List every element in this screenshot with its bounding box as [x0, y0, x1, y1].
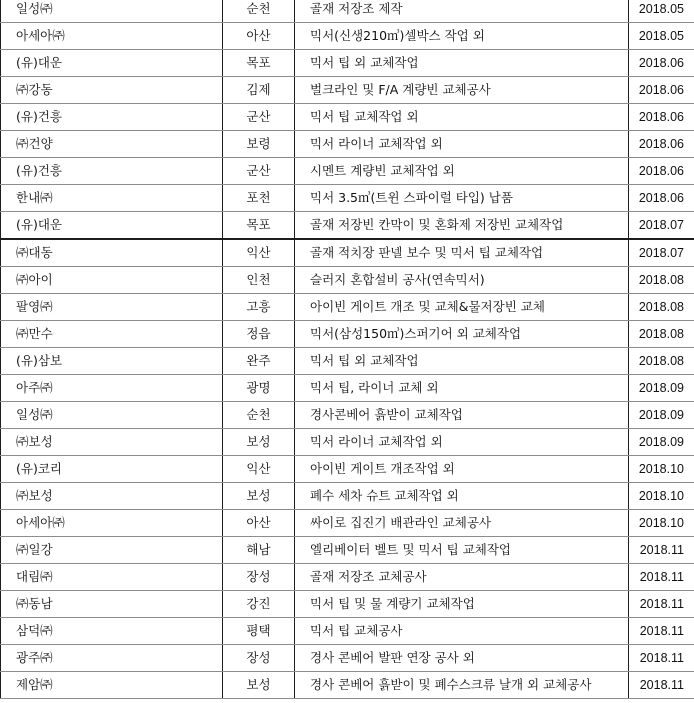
date-cell: 2018.06 [629, 77, 694, 104]
date-cell: 2018.06 [629, 104, 694, 131]
table-row [1, 50, 694, 77]
region-cell: 익산 [223, 456, 295, 483]
date-cell: 2018.07 [629, 212, 694, 240]
region-cell: 포천 [223, 185, 295, 212]
date-cell: 2018.09 [629, 429, 694, 456]
date-cell: 2018.08 [629, 294, 694, 321]
company-cell: (유)코리 [1, 456, 223, 483]
date-cell: 2018.08 [629, 348, 694, 375]
date-cell: 2018.11 [629, 645, 694, 672]
company-cell: 광주㈜ [1, 645, 223, 672]
work-cell: 믹서 팁 교체공사 [295, 618, 629, 645]
work-cell: 골재 적치장 판넬 보수 및 믹서 팁 교체작업 [295, 239, 629, 267]
company-cell: 한내㈜ [1, 185, 223, 212]
region-cell: 보성 [223, 483, 295, 510]
region-cell: 장성 [223, 645, 295, 672]
work-cell: 슬러지 혼합설비 공사(연속믹서) [295, 267, 629, 294]
work-cell: 믹서 3.5㎥(트윈 스파이럴 타입) 납품 [295, 185, 629, 212]
company-cell: 일성㈜ [1, 402, 223, 429]
work-cell: 믹서 팁, 라이너 교체 외 [295, 375, 629, 402]
date-cell: 2018.11 [629, 618, 694, 645]
region-cell: 강진 [223, 591, 295, 618]
region-cell: 김제 [223, 77, 295, 104]
company-cell: 아세아㈜ [1, 23, 223, 50]
table-row [1, 294, 694, 321]
table-row [1, 321, 694, 348]
table-row [1, 23, 694, 50]
date-cell: 2018.11 [629, 537, 694, 564]
date-cell: 2018.06 [629, 185, 694, 212]
region-cell: 목포 [223, 50, 295, 77]
region-cell: 보령 [223, 131, 295, 158]
table-row [1, 510, 694, 537]
work-cell: 아이빈 게이트 개조 및 교체&물저장빈 교체 [295, 294, 629, 321]
region-cell: 고흥 [223, 294, 295, 321]
work-cell: 믹서(삼성150㎥)스퍼기어 외 교체작업 [295, 321, 629, 348]
work-cell: 골재 저장조 교체공사 [295, 564, 629, 591]
region-cell: 장성 [223, 564, 295, 591]
table-row [1, 0, 694, 23]
table-row [1, 267, 694, 294]
work-cell: 시멘트 계량빈 교체작업 외 [295, 158, 629, 185]
company-cell: ㈜일강 [1, 537, 223, 564]
company-cell: ㈜동남 [1, 591, 223, 618]
date-cell: 2018.08 [629, 267, 694, 294]
table-row [1, 429, 694, 456]
table-row [1, 672, 694, 699]
table-row [1, 456, 694, 483]
company-cell: (유)건흥 [1, 104, 223, 131]
date-cell: 2018.10 [629, 510, 694, 537]
date-cell: 2018.06 [629, 50, 694, 77]
company-cell: ㈜대동 [1, 239, 223, 267]
region-cell: 인천 [223, 267, 295, 294]
company-cell: 제암㈜ [1, 672, 223, 699]
date-cell: 2018.11 [629, 672, 694, 699]
company-cell: (유)건흥 [1, 158, 223, 185]
region-cell: 보성 [223, 672, 295, 699]
date-cell: 2018.05 [629, 23, 694, 50]
region-cell: 해남 [223, 537, 295, 564]
date-cell: 2018.10 [629, 483, 694, 510]
region-cell: 보성 [223, 429, 295, 456]
company-cell: (유)대운 [1, 50, 223, 77]
region-cell: 완주 [223, 348, 295, 375]
work-cell: 벌크라인 및 F/A 계량빈 교체공사 [295, 77, 629, 104]
work-cell: 믹서 팁 및 물 계량기 교체작업 [295, 591, 629, 618]
company-cell: ㈜보성 [1, 429, 223, 456]
work-cell: 폐수 세차 슈트 교체작업 외 [295, 483, 629, 510]
work-cell: 골재 저장빈 칸막이 및 혼화제 저장빈 교체작업 [295, 212, 629, 240]
region-cell: 목포 [223, 212, 295, 240]
table-row [1, 564, 694, 591]
table-row [1, 77, 694, 104]
region-cell: 평택 [223, 618, 295, 645]
company-cell: 삼덕㈜ [1, 618, 223, 645]
company-cell: 일성㈜ [1, 0, 223, 23]
date-cell: 2018.05 [629, 0, 694, 23]
date-cell: 2018.07 [629, 239, 694, 267]
table-row [1, 537, 694, 564]
work-cell: 골재 저장조 제작 [295, 0, 629, 23]
work-cell: 싸이로 집진기 배관라인 교체공사 [295, 510, 629, 537]
table-row [1, 483, 694, 510]
table-row [1, 402, 694, 429]
work-cell: 믹서 팁 외 교체작업 [295, 50, 629, 77]
date-cell: 2018.09 [629, 375, 694, 402]
date-cell: 2018.11 [629, 591, 694, 618]
work-cell: 아이빈 게이트 개조작업 외 [295, 456, 629, 483]
table-row [1, 618, 694, 645]
company-cell: 팔영㈜ [1, 294, 223, 321]
work-cell: 믹서(신생210㎥)셀박스 작업 외 [295, 23, 629, 50]
company-cell: 아주㈜ [1, 375, 223, 402]
company-cell: ㈜강동 [1, 77, 223, 104]
region-cell: 정읍 [223, 321, 295, 348]
table-row [1, 131, 694, 158]
region-cell: 순천 [223, 402, 295, 429]
company-cell: ㈜보성 [1, 483, 223, 510]
table-row [1, 645, 694, 672]
project-table-body [1, 0, 694, 699]
region-cell: 아산 [223, 23, 295, 50]
table-row [1, 185, 694, 212]
work-cell: 믹서 팁 교체작업 외 [295, 104, 629, 131]
table-row [1, 348, 694, 375]
table-row [1, 375, 694, 402]
work-cell: 경사 콘베어 발판 연장 공사 외 [295, 645, 629, 672]
work-cell: 경사 콘베어 흙받이 및 폐수스크류 날개 외 교체공사 [295, 672, 629, 699]
date-cell: 2018.06 [629, 131, 694, 158]
company-cell: (유)삼보 [1, 348, 223, 375]
table-row [1, 591, 694, 618]
region-cell: 순천 [223, 0, 295, 23]
work-cell: 경사콘베어 흙받이 교체작업 [295, 402, 629, 429]
work-cell: 믹서 팁 외 교체작업 [295, 348, 629, 375]
region-cell: 군산 [223, 104, 295, 131]
company-cell: ㈜아이 [1, 267, 223, 294]
region-cell: 광명 [223, 375, 295, 402]
date-cell: 2018.08 [629, 321, 694, 348]
company-cell: 아세아㈜ [1, 510, 223, 537]
work-cell: 믹서 라이너 교체작업 외 [295, 131, 629, 158]
company-cell: ㈜건양 [1, 131, 223, 158]
company-cell: ㈜만수 [1, 321, 223, 348]
date-cell: 2018.06 [629, 158, 694, 185]
work-cell: 엘리베이터 벨트 및 믹서 팁 교체작업 [295, 537, 629, 564]
date-cell: 2018.09 [629, 402, 694, 429]
date-cell: 2018.10 [629, 456, 694, 483]
work-cell: 믹서 라이너 교체작업 외 [295, 429, 629, 456]
table-row [1, 104, 694, 131]
region-cell: 익산 [223, 239, 295, 267]
region-cell: 군산 [223, 158, 295, 185]
date-cell: 2018.11 [629, 564, 694, 591]
region-cell: 아산 [223, 510, 295, 537]
table-row [1, 239, 694, 267]
table-row [1, 158, 694, 185]
company-cell: (유)대운 [1, 212, 223, 240]
company-cell: 대림㈜ [1, 564, 223, 591]
table-row [1, 212, 694, 240]
